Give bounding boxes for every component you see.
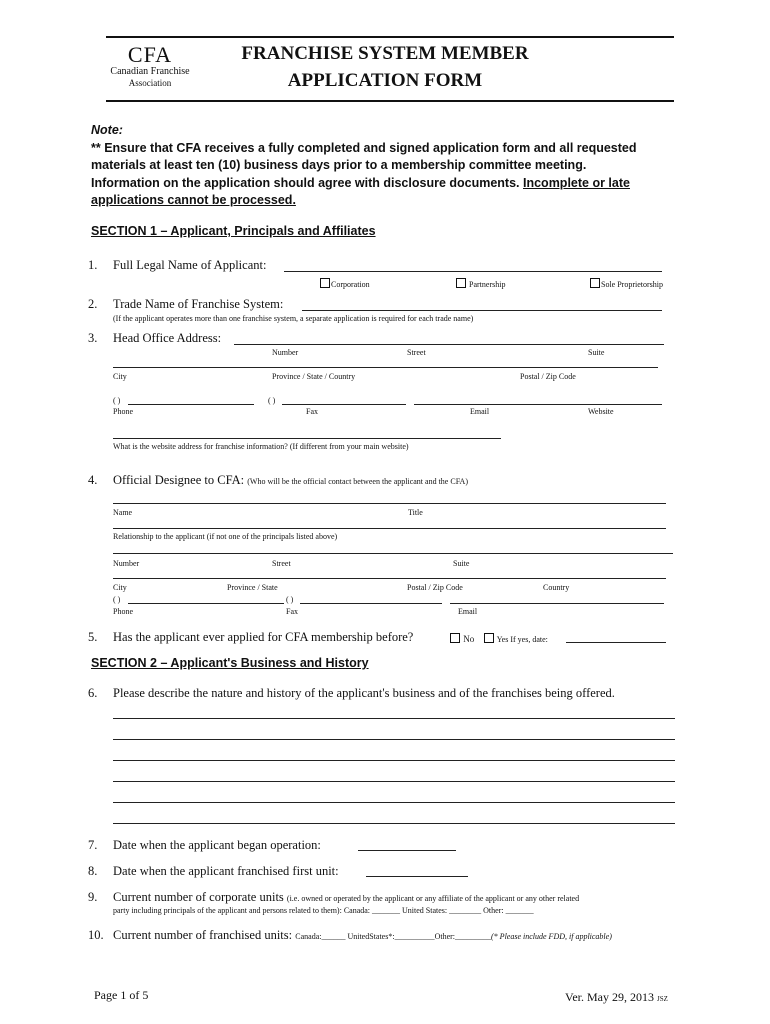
q3-suite-label: Suite bbox=[588, 348, 605, 357]
q8-date-field[interactable] bbox=[366, 876, 468, 877]
q6-description-line-4[interactable] bbox=[113, 781, 675, 782]
q3-city-field[interactable] bbox=[113, 367, 658, 368]
note-line-3 bbox=[91, 175, 691, 193]
q3-email-label: Email bbox=[470, 407, 490, 416]
note-block bbox=[91, 122, 691, 210]
q4-phone-label: Phone bbox=[113, 607, 133, 616]
note-label: Note: bbox=[91, 123, 123, 137]
q1-option-partnership[interactable]: Partnership bbox=[456, 278, 505, 289]
q4-suite-label: Suite bbox=[453, 559, 470, 568]
footer-version: Ver. May 29, 2013 JSZ bbox=[565, 990, 668, 1004]
q4-fax-field[interactable] bbox=[300, 603, 442, 604]
q6-description-line-3[interactable] bbox=[113, 760, 675, 761]
q4-phone-field[interactable] bbox=[128, 603, 284, 604]
form-title bbox=[200, 40, 570, 94]
note-line-2: materials at least ten (10) business days prior to a membership committee meeting. bbox=[91, 158, 587, 172]
footer-initials: JSZ bbox=[657, 995, 668, 1003]
q9-note-2: party including principals of the applicant and persons related to them): Canada: _______ United States: ________ Other: _______ bbox=[113, 906, 534, 915]
q5-label: Has the applicant ever applied for CFA membership before? bbox=[113, 630, 414, 644]
q4-fax-label: Fax bbox=[286, 607, 298, 616]
q5-option-yes[interactable]: Yes If yes, date: bbox=[484, 633, 548, 644]
section-2-heading: SECTION 2 – Applicant's Business and History bbox=[91, 656, 369, 670]
q1-label: Full Legal Name of Applicant: bbox=[113, 258, 267, 272]
header-bottom-rule bbox=[106, 100, 674, 102]
q9-note-1: (i.e. owned or operated by the applicant or any affiliate of the applicant or any other related bbox=[286, 894, 580, 903]
q4-title-label: Title bbox=[408, 508, 423, 517]
q7-number: 7. bbox=[88, 838, 98, 852]
q3-email-website-field[interactable] bbox=[414, 404, 662, 405]
note-line-4: applications cannot be processed. bbox=[91, 193, 296, 207]
note-line-3-plain: Information on the application should agree with disclosure documents. bbox=[91, 175, 520, 190]
q7-date-field[interactable] bbox=[358, 850, 456, 851]
q3-postal-label: Postal / Zip Code bbox=[520, 372, 576, 381]
q2-note: (If the applicant operates more than one franchise system, a separate application is required for each trade name) bbox=[113, 314, 474, 323]
q4-fax-paren: ( ) bbox=[286, 595, 294, 604]
q4-number-label: Number bbox=[113, 559, 140, 568]
q3-website-question: What is the website address for franchise information? (If different from your main website) bbox=[113, 442, 409, 451]
q3-fax-field[interactable] bbox=[282, 404, 406, 405]
q3-phone-paren: ( ) bbox=[113, 396, 121, 405]
q2-label: Trade Name of Franchise System: bbox=[113, 297, 284, 311]
q3-franchise-website-field[interactable] bbox=[113, 438, 501, 439]
q4-country-label: Country bbox=[543, 583, 570, 592]
q6-number: 6. bbox=[88, 686, 98, 700]
q4-relationship-label: Relationship to the applicant (if not one of the principals listed above) bbox=[113, 532, 338, 541]
q7-label: Date when the applicant began operation: bbox=[113, 838, 321, 852]
q4-name-title-field[interactable] bbox=[113, 503, 666, 504]
cfa-logo bbox=[104, 44, 196, 94]
checkbox-icon[interactable] bbox=[456, 278, 466, 288]
q3-website-label: Website bbox=[588, 407, 614, 416]
title-line-2: APPLICATION FORM bbox=[287, 70, 483, 91]
q3-phone-label: Phone bbox=[113, 407, 133, 416]
title-line-1: FRANCHISE SYSTEM MEMBER bbox=[241, 43, 529, 64]
q2-number: 2. bbox=[88, 297, 98, 311]
checkbox-icon[interactable] bbox=[484, 633, 494, 643]
q1-option-sole-proprietorship[interactable]: Sole Proprietorship bbox=[590, 278, 663, 289]
q1-number: 1. bbox=[88, 258, 98, 272]
q4-name-label: Name bbox=[113, 508, 133, 517]
q3-address-field[interactable] bbox=[234, 344, 664, 345]
q3-city-label: City bbox=[113, 372, 127, 381]
q10-note: (* Please include FDD, if applicable) bbox=[491, 932, 612, 941]
logo-subtitle-2: Association bbox=[128, 78, 172, 88]
q8-number: 8. bbox=[88, 864, 98, 878]
note-line-1: ** Ensure that CFA receives a fully completed and signed application form and all requested bbox=[91, 140, 637, 155]
q3-number-label: Number bbox=[272, 348, 299, 357]
checkbox-icon[interactable] bbox=[450, 633, 460, 643]
q8-label: Date when the applicant franchised first unit: bbox=[113, 864, 339, 878]
q6-description-line-5[interactable] bbox=[113, 802, 675, 803]
q6-description-line-1[interactable] bbox=[113, 718, 675, 719]
footer-page-number: Page 1 of 5 bbox=[94, 988, 149, 1002]
q3-number: 3. bbox=[88, 331, 98, 345]
q4-address-field[interactable] bbox=[113, 553, 673, 554]
q4-province-label: Province / State bbox=[227, 583, 278, 592]
logo-subtitle-1: Canadian Franchise bbox=[110, 66, 190, 77]
checkbox-icon[interactable] bbox=[320, 278, 330, 288]
q4-label: Official Designee to CFA: (Who will be the official contact between the applicant and the CFA) bbox=[113, 473, 468, 487]
q4-email-label: Email bbox=[458, 607, 478, 616]
q4-number: 4. bbox=[88, 473, 98, 487]
checkbox-icon[interactable] bbox=[590, 278, 600, 288]
q4-phone-paren: ( ) bbox=[113, 595, 121, 604]
q1-legal-name-field[interactable] bbox=[284, 271, 662, 272]
q1-option-corporation[interactable]: Corporation bbox=[320, 278, 370, 289]
q10-number: 10. bbox=[88, 928, 104, 942]
q5-date-field[interactable] bbox=[566, 642, 666, 643]
section-1-heading: SECTION 1 – Applicant, Principals and Affiliates bbox=[91, 224, 376, 238]
q5-option-no[interactable]: No bbox=[450, 633, 474, 644]
q9-number: 9. bbox=[88, 890, 98, 904]
q3-label: Head Office Address: bbox=[113, 331, 222, 345]
q6-description-line-6[interactable] bbox=[113, 823, 675, 824]
q9-label: Current number of corporate units (i.e. owned or operated by the applicant or any affiliate of the applicant or any other related bbox=[113, 890, 580, 904]
q3-fax-label: Fax bbox=[306, 407, 318, 416]
q5-number: 5. bbox=[88, 630, 98, 644]
q6-description-line-2[interactable] bbox=[113, 739, 675, 740]
header-top-rule bbox=[106, 36, 674, 38]
q3-phone-field[interactable] bbox=[128, 404, 254, 405]
q10-label: Current number of franchised units: Canada:______ UnitedStates*:__________Other:_________(* Please include FDD, if applicable) bbox=[113, 928, 612, 942]
q10-fields[interactable]: Canada:______ UnitedStates*:__________Other:_________ bbox=[295, 932, 492, 941]
q4-city-label: City bbox=[113, 583, 127, 592]
note-line-3-underlined: Incomplete or late bbox=[523, 175, 630, 190]
q2-trade-name-field[interactable] bbox=[302, 310, 662, 311]
q3-fax-paren: ( ) bbox=[268, 396, 276, 405]
q4-street-label: Street bbox=[272, 559, 291, 568]
q4-note: (Who will be the official contact between the applicant and the CFA) bbox=[247, 477, 468, 486]
q6-label: Please describe the nature and history of the applicant's business and of the franchises being offered. bbox=[113, 686, 615, 700]
q4-postal-label: Postal / Zip Code bbox=[407, 583, 463, 592]
q4-email-field[interactable] bbox=[450, 603, 664, 604]
q4-city-field[interactable] bbox=[113, 578, 666, 579]
q4-relationship-field[interactable] bbox=[113, 528, 666, 529]
logo-text: CFA bbox=[127, 42, 173, 67]
q3-street-label: Street bbox=[407, 348, 426, 357]
q3-province-label: Province / State / Country bbox=[272, 372, 356, 381]
